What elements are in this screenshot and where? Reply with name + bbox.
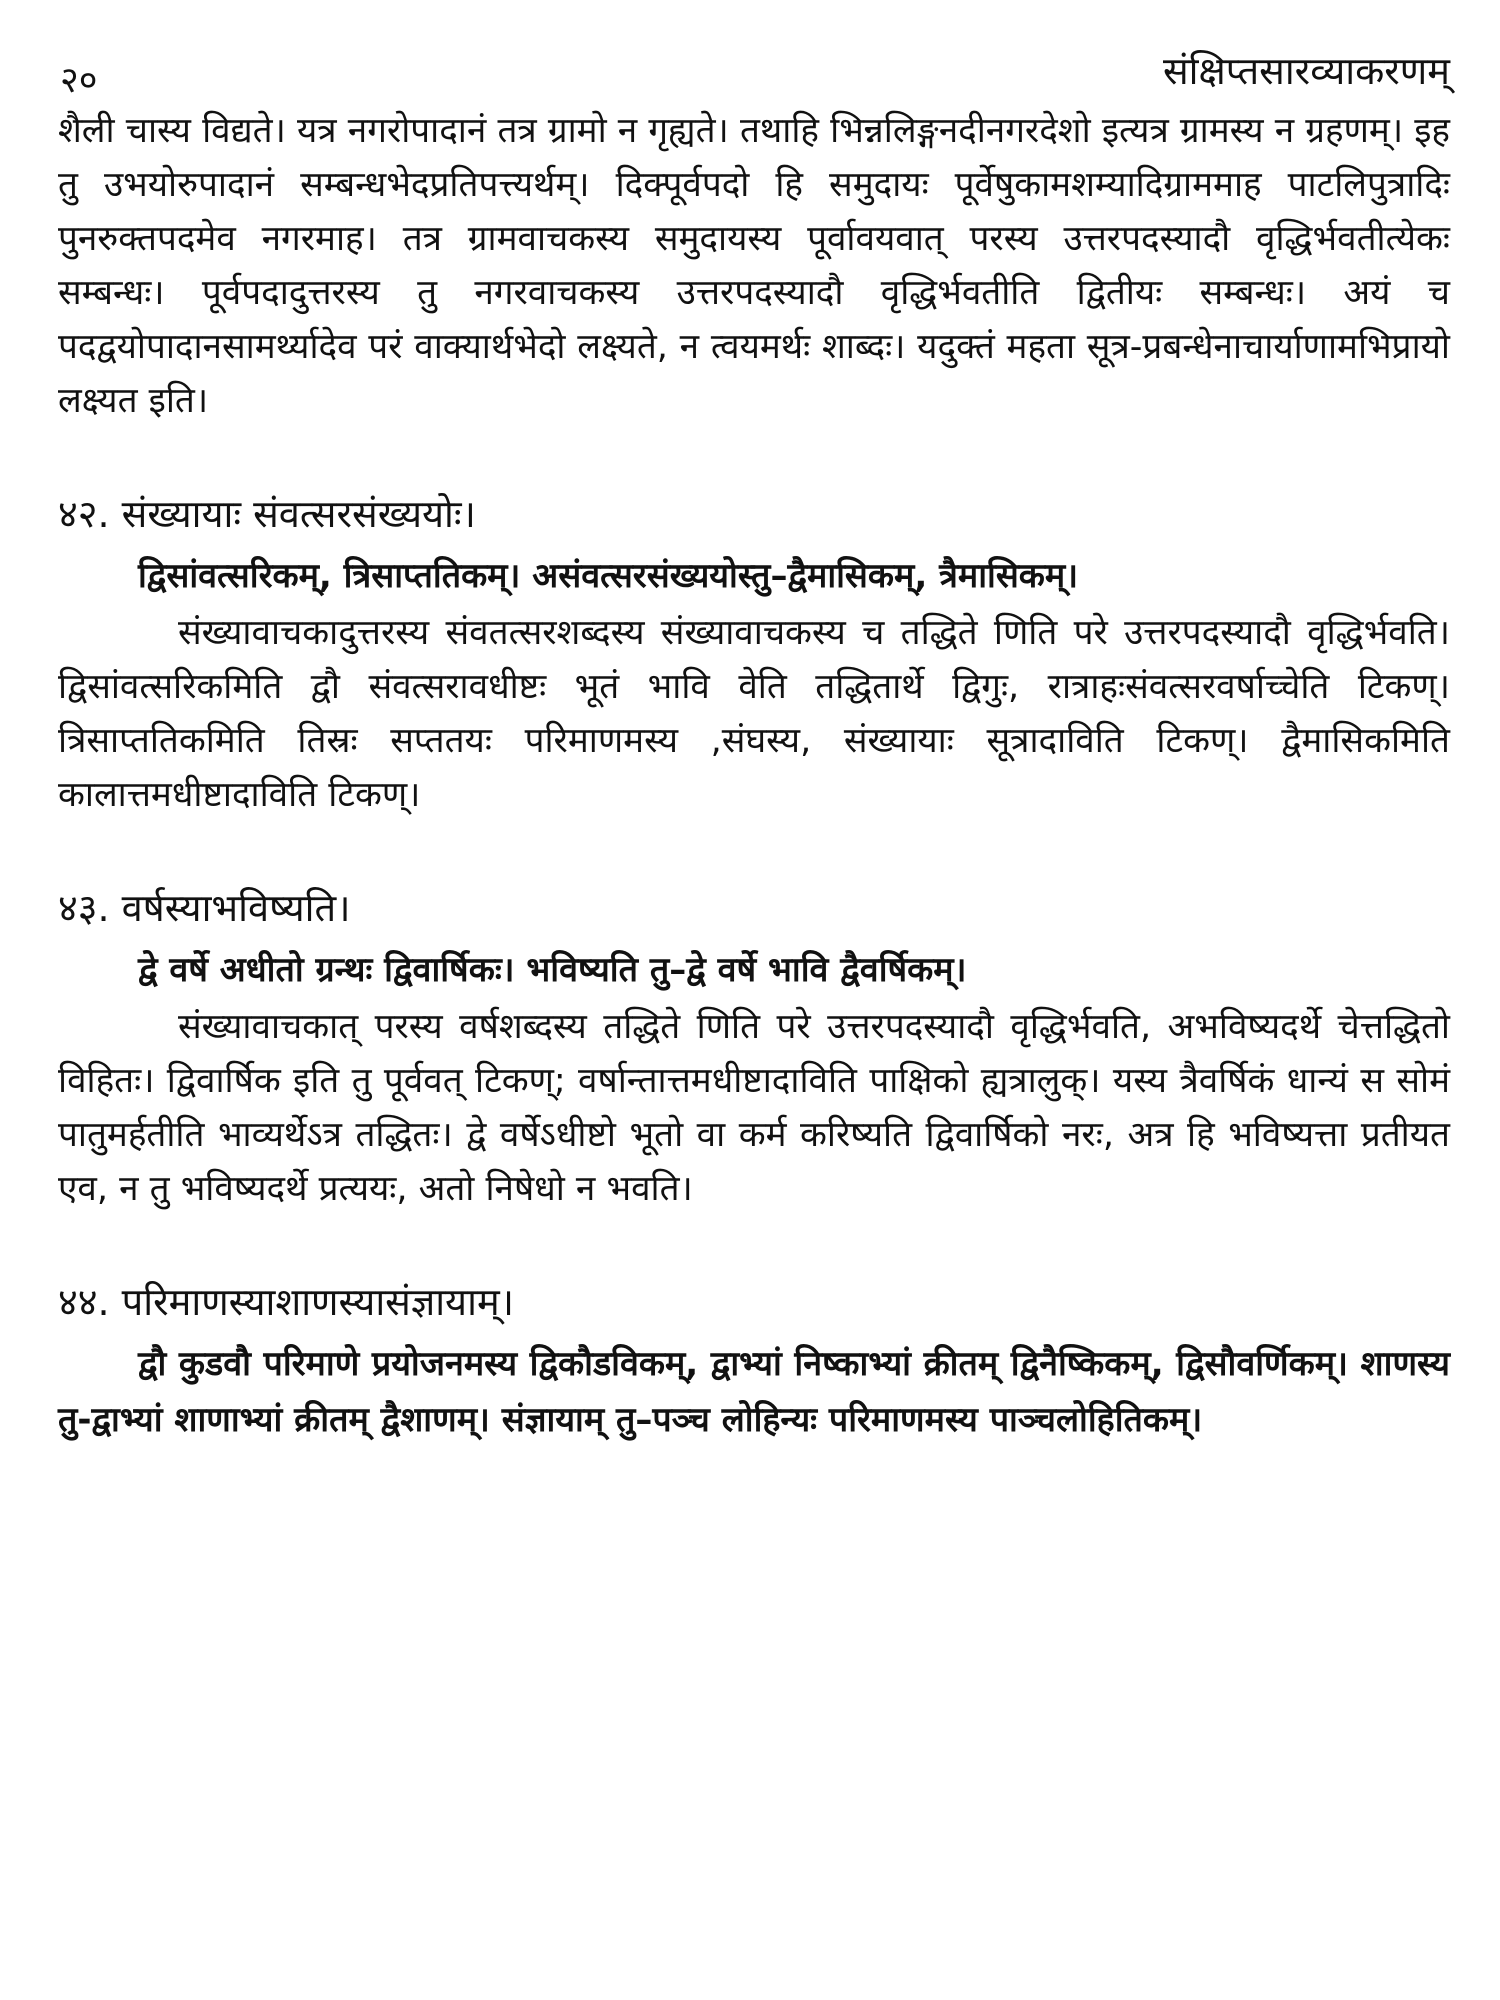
- example-line: द्वे वर्षे अधीतो ग्रन्थः द्विवार्षिकः। भविष्यति तु–द्वे वर्षे भावि द्वैवर्षिकम्।: [138, 950, 967, 990]
- running-title: संक्षिप्तसारव्याकरणम्: [1162, 49, 1450, 93]
- commentary-paragraph: संख्यावाचकात् परस्य वर्षशब्दस्य तद्धिते णिति परे उत्तरपदस्यादौ वृद्धिर्भवति, अभविष्यदर्थे चेत्तद्धितो विहितः। द्विवार्षिक इति तु पूर्ववत् टिकण्; वर्षान्तात्तमधीष्टादाविति पाक्षिको ह्यत्रालुक्। यस्य त्रैवर्षिकं धान्यं स सोमं पातुमर्हतीति भाव्यर्थेऽत्र तद्धितः। द्वे वर्षेऽधीष्टो भूतो वा कर्म करिष्यति द्विवार्षिको नरः, अत्र हि भविष्यत्ता प्रतीयत एव, न तु भविष्यदर्थे प्रत्ययः, अतो निषेधो न भवति।: [58, 1007, 1450, 1209]
- example-line: द्विसांवत्सरिकम्, त्रिसाप्ततिकम्। असंवत्सरसंख्ययोस्तु–द्वैमासिकम्, त्रैमासिकम्।: [138, 556, 1079, 596]
- sutra-heading: ४२. संख्यायाः संवत्सरसंख्ययोः।: [58, 492, 476, 536]
- page-number: २०: [60, 60, 98, 101]
- sutra-heading: ४४. परिमाणस्याशाणस्यासंज्ञायाम्।: [58, 1280, 515, 1324]
- intro-paragraph: शैली चास्य विद्यते। यत्र नगरोपादानं तत्र ग्रामो न गृह्यते। तथाहि भिन्नलिङ्गनदीनगरदेशो इत्यत्र ग्रामस्य न ग्रहणम्। इह तु उभयोरुपादानं सम्बन्धभेदप्रतिपत्त्यर्थम्। दिक्पूर्वपदो हि समुदायः पूर्वेषुकामशम्यादिग्राममाह पाटलिपुत्रादिः पुनरुक्तपदमेव नगरमाह। तत्र ग्रामवाचकस्य समुदायस्य पूर्वावयवात् परस्य उत्तरपदस्यादौ वृद्धिर्भवतीत्येकः सम्बन्धः। पूर्वपदादुत्तरस्य तु नगरवाचकस्य उत्तरपदस्यादौ वृद्धिर्भवतीति द्वितीयः सम्बन्धः। अयं च पदद्वयोपादानसामर्थ्यादेव परं वाक्यार्थभेदो लक्ष्यते, न त्वयमर्थः शाब्दः। यदुक्तं महता सूत्र-प्रबन्धेनाचार्याणामभिप्रायो लक्ष्यत इति।: [58, 111, 1450, 421]
- section-42: [58, 486, 1450, 822]
- example-line: द्वौ कुडवौ परिमाणे प्रयोजनमस्य द्विकौडविकम्, द्वाभ्यां निष्काभ्यां क्रीतम् द्विनैष्किकम्, द्विसौवर्णिकम्। शाणस्य तु-द्वाभ्यां शाणाभ्यां क्रीतम् द्वैशाणम्। संज्ञायाम् तु–पञ्च लोहिन्यः परिमाणमस्य पाञ्चलोहितिकम्।: [58, 1344, 1450, 1440]
- page-header: [58, 40, 1450, 102]
- commentary-paragraph: संख्यावाचकादुत्तरस्य संवतत्सरशब्दस्य संख्यावाचकस्य च तद्धिते णिति परे उत्तरपदस्यादौ वृद्धिर्भवति। द्विसांवत्सरिकमिति द्वौ संवत्सरावधीष्टः भूतं भावि वेति तद्धितार्थे द्विगुः, रात्राहःसंवत्सरवर्षाच्चेति टिकण्। त्रिसाप्ततिकमिति तिस्रः सप्ततयः परिमाणमस्य ,संघस्य, संख्यायाः सूत्रादाविति टिकण्। द्वैमासिकमिति कालात्तमधीष्टादाविति टिकण्।: [58, 613, 1450, 815]
- sutra-heading: ४३. वर्षस्याभविष्यति।: [58, 886, 351, 930]
- section-43: [58, 880, 1450, 1216]
- section-44: [58, 1274, 1450, 1448]
